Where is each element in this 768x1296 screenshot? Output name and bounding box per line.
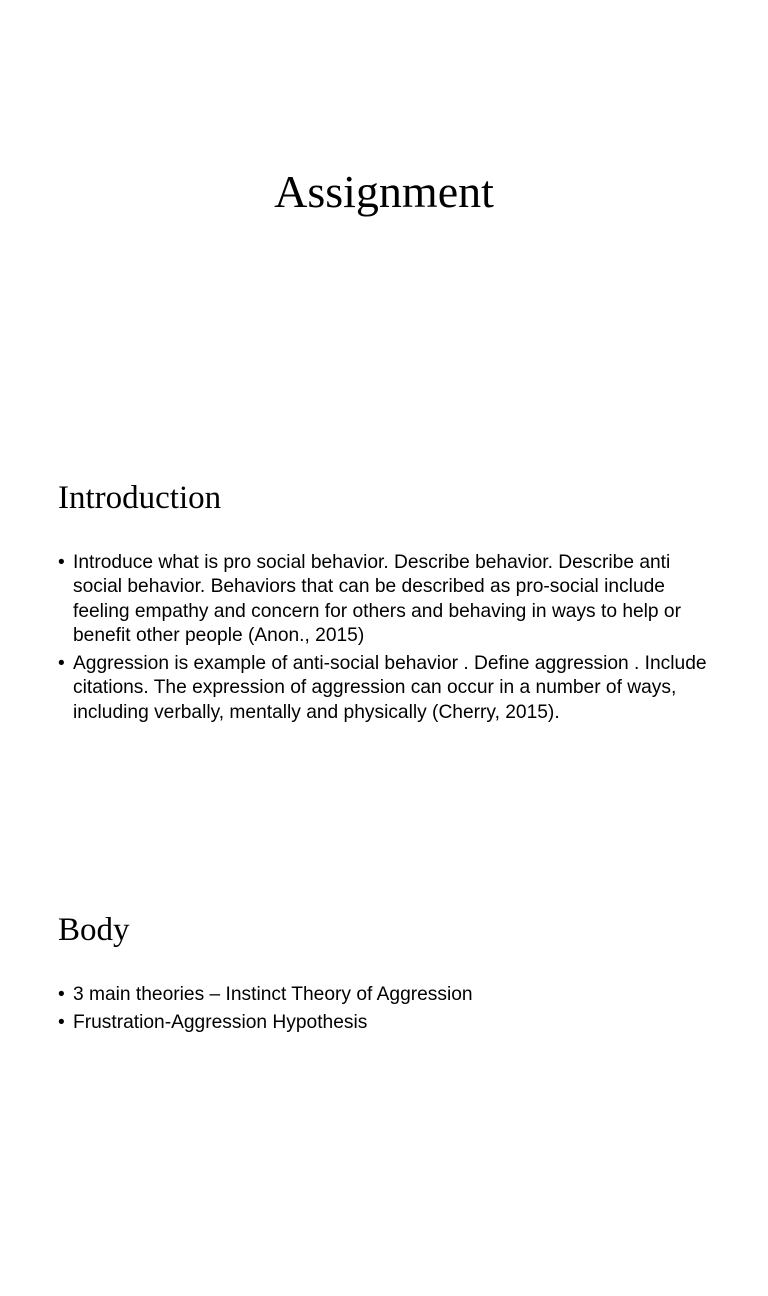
bullet-item (58, 551, 718, 648)
slide-heading: Introduction (58, 480, 222, 516)
slide-title: Assignment (274, 166, 494, 217)
title-slide (0, 0, 768, 432)
bullet-list (58, 551, 718, 729)
bullet-text: 3 main theories – Instinct Theory of Aggression (73, 984, 473, 1005)
bullet-item (58, 652, 718, 725)
slide-heading: Body (58, 912, 130, 948)
bullet-text: Aggression is example of anti-social behavior . Define aggression . Include citations. The expression of aggression can occur in a number of ways, including verbally, mentally and physically (Cherry, 2015). (73, 653, 707, 723)
bullet-text: Introduce what is pro social behavior. Describe behavior. Describe anti social behavior. Behaviors that can be described as pro-social include feeling empathy and concern for others and behaving in ways to help or benefit other people (Anon., 2015) (73, 552, 681, 646)
bullet-list (58, 983, 718, 1040)
bullet-icon: • (58, 552, 65, 573)
body-slide (0, 864, 768, 1296)
bullet-icon: • (58, 653, 65, 675)
bullet-icon: • (58, 1012, 65, 1034)
introduction-slide (0, 432, 768, 864)
bullet-item (58, 1011, 718, 1035)
bullet-icon: • (58, 984, 65, 1005)
bullet-item (58, 983, 718, 1007)
bullet-text: Frustration-Aggression Hypothesis (73, 1012, 368, 1034)
